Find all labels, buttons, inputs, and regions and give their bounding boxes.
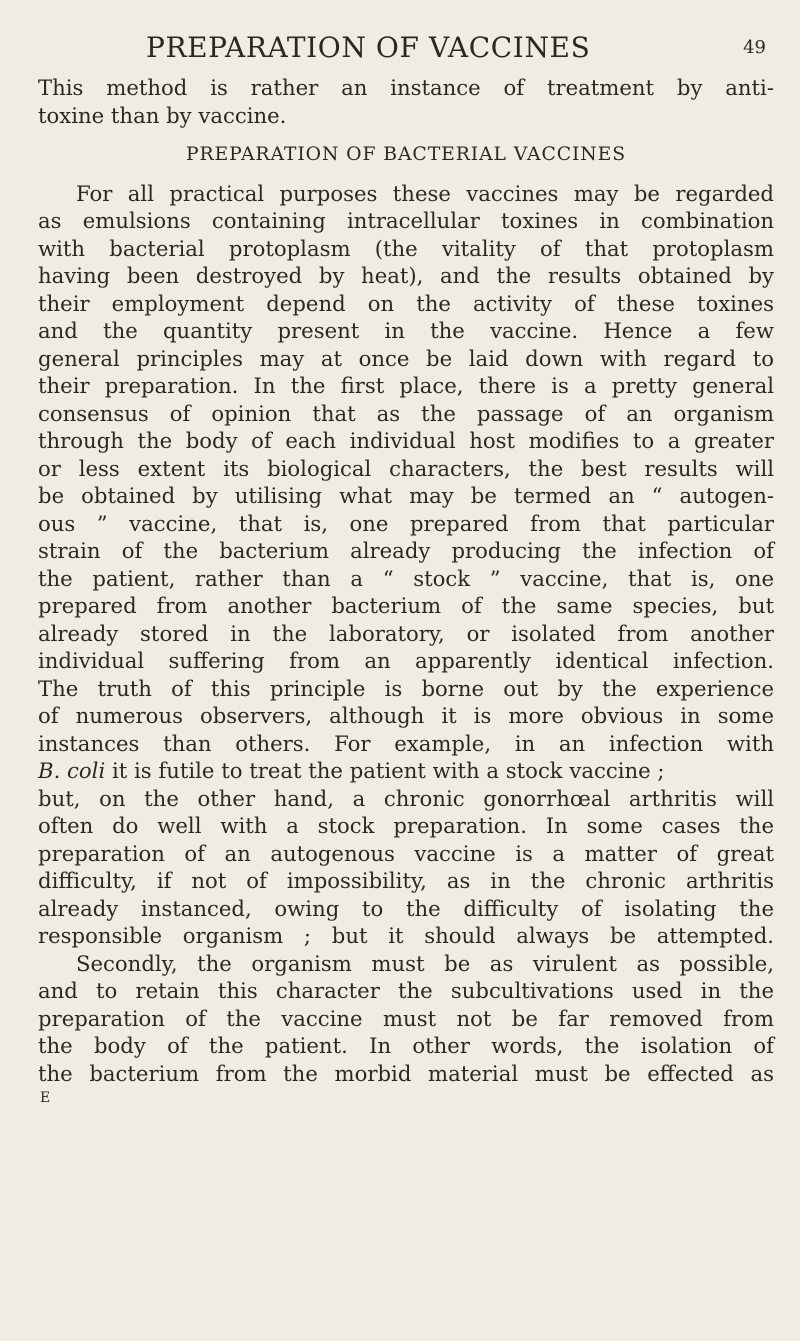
intro-line: toxine than by vaccine.	[38, 102, 287, 128]
body-line-with-italic	[38, 757, 774, 785]
body-line-tail: it is futile to treat the patient with a stock vaccine ;	[111, 758, 665, 783]
body-line: be obtained by utilising what may be termed an “ autogen-	[38, 483, 774, 508]
body-line: the body of the patient. In other words, the isolation of	[38, 1033, 774, 1058]
body-line: the patient, rather than a “ stock ” vaccine, that is, one	[38, 565, 774, 591]
body-line: ous ” vaccine, that is, one prepared from that particular	[38, 510, 774, 536]
body-line: and the quantity present in the vaccine. Hence a few	[38, 318, 774, 343]
body-line: but, on the other hand, a chronic gonorrhœal arthritis will	[38, 785, 774, 811]
body-line: the bacterium from the morbid material must be effected as	[38, 1060, 774, 1086]
body-line: preparation of an autogenous vaccine is a matter of great	[38, 840, 774, 866]
body-line: and to retain this character the subcultivations used in the	[38, 978, 774, 1003]
body-line: The truth of this principle is borne out by the experience	[38, 675, 774, 701]
body-line: individual suffering from an apparently identical infection.	[38, 648, 774, 673]
printer-signature: E	[40, 1090, 51, 1106]
body-line: already stored in the laboratory, or isolated from another	[38, 620, 774, 646]
body-line: difficulty, if not of impossibility, as in the chronic arthritis	[38, 868, 774, 893]
body-line: responsible organism ; but it should always be attempted.	[38, 923, 774, 948]
body-line: For all practical purposes these vaccines may be regarded	[76, 180, 774, 206]
body-line: general principles may at once be laid down with regard to	[38, 345, 774, 371]
body-line: or less extent its biological characters, the best results will	[38, 455, 774, 481]
body-line: Secondly, the organism must be as virulent as possible,	[76, 950, 774, 976]
body-line: having been destroyed by heat), and the results obtained by	[38, 263, 774, 288]
intro-line: This method is rather an instance of treatment by anti-	[38, 75, 774, 100]
italic-bacterium-name: B. coli	[38, 758, 106, 783]
body-line: their preparation. In the first place, there is a pretty general	[38, 373, 774, 398]
body-line: already instanced, owing to the difficulty of isolating the	[38, 895, 774, 921]
body-line: strain of the bacterium already producing the infection of	[38, 538, 774, 563]
body-line: as emulsions containing intracellular toxines in combination	[38, 208, 774, 233]
body-line: consensus of opinion that as the passage of an organism	[38, 400, 774, 426]
body-line: prepared from another bacterium of the same species, but	[38, 593, 774, 618]
body-line: instances than others. For example, in an infection with	[38, 730, 774, 756]
section-heading: PREPARATION OF BACTERIAL VACCINES	[185, 144, 627, 165]
running-title: PREPARATION OF VACCINES	[146, 31, 591, 64]
body-line: with bacterial protoplasm (the vitality of that protoplasm	[38, 235, 774, 261]
running-header	[146, 30, 766, 66]
body-line: of numerous observers, although it is more obvious in some	[38, 703, 774, 728]
body-line: through the body of each individual host modifies to a greater	[38, 428, 774, 453]
body-line: preparation of the vaccine must not be far removed from	[38, 1005, 774, 1031]
page-number: 49	[743, 37, 766, 58]
body-line: often do well with a stock preparation. In some cases the	[38, 813, 774, 838]
body-line: their employment depend on the activity of these toxines	[38, 290, 774, 316]
main-text	[38, 74, 774, 1107]
